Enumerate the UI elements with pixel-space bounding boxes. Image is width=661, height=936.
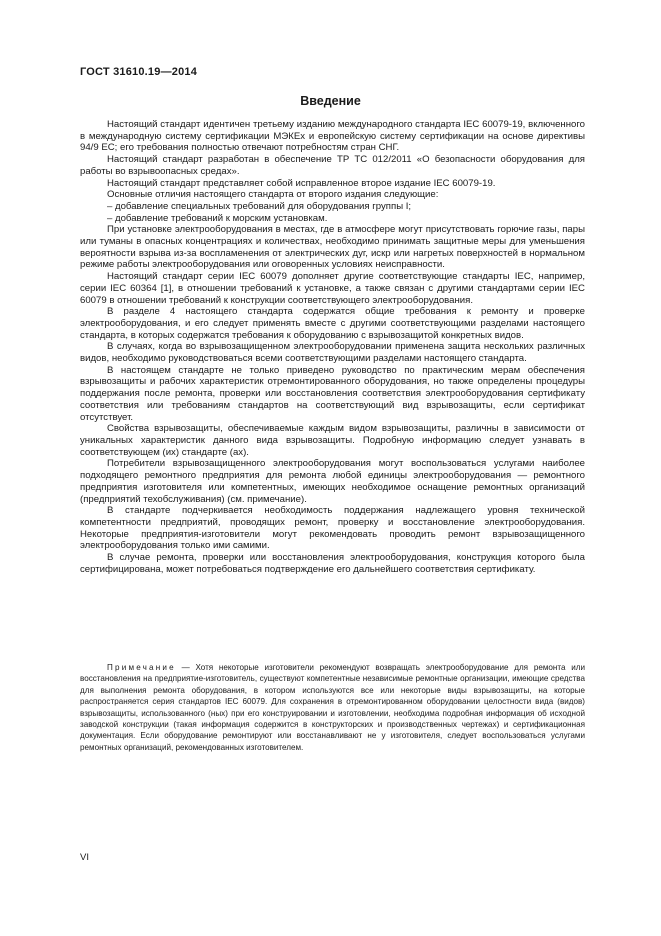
note-label: Примечание bbox=[107, 663, 176, 672]
section-title: Введение bbox=[300, 94, 361, 108]
body-text bbox=[80, 119, 585, 575]
note-text: — Хотя некоторые изготовители рекомендуют возвращать электрооборудование для ремонта или восстановления на предприятие-изготовитель, существуют компетентные независимые ремонтные организации, имеющие средства для выполнения ремонта оборудования, в котором используются все или некоторые виды взрывозащиты, на которые распространяется серия стандартов IEC 60079. Для сохранения в отремонтированном оборудовании целостности вида (видов) взрывозащиты, использованного (ных) при его конструировании и изготовлении, необходима подробная информация об исходной заводской конструкции (такая информация содержится в конструкторских и производственных чертежах) и сертификационная документация. Если оборудование ремонтируют или восстанавливают не у изготовителя, следует воспользоваться услугами ремонтных организаций, рекомендованных изготовителем. bbox=[80, 663, 585, 752]
paragraph: Настоящий стандарт идентичен третьему изданию международного стандарта IEC 60079-19, включенного в международную систему сертификации МЭКЕх и европейскую систему сертификации на основе директивы 94/9 ЕС; его требования полностью отвечают потребностям стран СНГ. bbox=[80, 119, 585, 154]
paragraph: В случаях, когда во взрывозащищенном электрооборудовании применена защита нескольких различных видов, необходимо руководствоваться всеми соответствующими разделами настоящего стандарта. bbox=[80, 341, 585, 365]
paragraph: В стандарте подчеркивается необходимость поддержания надлежащего уровня технической компетентности предприятий, проводящих ремонт, проверку и восстановление электрооборудования. Некоторые предприятия-изготовители могут рекомендовать проводить ремонт взрывозащищенного электрооборудования только ими самими. bbox=[80, 505, 585, 552]
paragraph: В случае ремонта, проверки или восстановления электрооборудования, конструкция которого была сертифицирована, может потребоваться подтверждение его дальнейшего соответствия сертификату. bbox=[80, 552, 585, 575]
paragraph: Настоящий стандарт серии IEC 60079 дополняет другие соответствующие стандарты IEC, например, серии IEC 60364 [1], в отношении требований к установке, а также связан с другими стандартами серии IEC 60079 в отношении требований к конструкции соответствующего электрооборудования. bbox=[80, 271, 585, 306]
paragraph: При установке электрооборудования в местах, где в атмосфере могут присутствовать горючие газы, пары или туманы в опасных концентрациях и количествах, необходимо принимать защитные меры для уменьшения вероятности взрыва из-за воспламенения от электрических дуг, искр или нагретых поверхностей в нормальном режиме работы электрооборудования или оговоренных условиях неисправности. bbox=[80, 224, 585, 271]
list-item: – добавление специальных требований для оборудования группы I; bbox=[107, 200, 412, 212]
paragraph: Свойства взрывозащиты, обеспечиваемые каждым видом взрывозащиты, различны в зависимости от уникальных характеристик данного вида взрывозащиты. Подробную информацию следует узнавать в соответствующем (их) стандарте (ах). bbox=[80, 423, 585, 458]
page-number: VI bbox=[80, 852, 89, 863]
paragraph: Основные отличия настоящего стандарта от второго издания следующие: bbox=[107, 189, 439, 201]
paragraph: Потребители взрывозащищенного электрооборудования могут воспользоваться услугами наиболее подходящего ремонтного предприятия для ремонта любой единицы электрооборудования — ремонтного предприятия изготовителя или компетентных, имеющих необходимое оснащение ремонтных организаций (предприятий техобслуживания) (см. примечание). bbox=[80, 458, 585, 505]
note bbox=[80, 662, 585, 753]
document-header: ГОСТ 31610.19—2014 bbox=[80, 66, 198, 78]
paragraph: В настоящем стандарте не только приведено руководство по практическим мерам обеспечения взрывозащиты и рабочих характеристик отремонтированного оборудования, но также определены процедуры поддержания после ремонта, проверки или восстановления соответствия электрооборудования сертификату соответствия или требованиям стандартов на соответствующий вид взрывозащиты, если сертификат отсутствует. bbox=[80, 364, 585, 423]
paragraph: Настоящий стандарт разработан в обеспечение ТР ТС 012/2011 «О безопасности оборудования для работы во взрывоопасных средах». bbox=[80, 154, 585, 177]
paragraph: В разделе 4 настоящего стандарта содержатся общие требования к ремонту и проверке электрооборудования, и его следует применять вместе с другими соответствующими разделами настоящего стандарта, в которых содержатся требования к оборудованию с взрывозащитой конкретных видов. bbox=[80, 306, 585, 341]
list-item: – добавление требований к морским установкам. bbox=[107, 212, 328, 224]
paragraph: Настоящий стандарт представляет собой исправленное второе издание IEC 60079-19. bbox=[107, 177, 496, 189]
